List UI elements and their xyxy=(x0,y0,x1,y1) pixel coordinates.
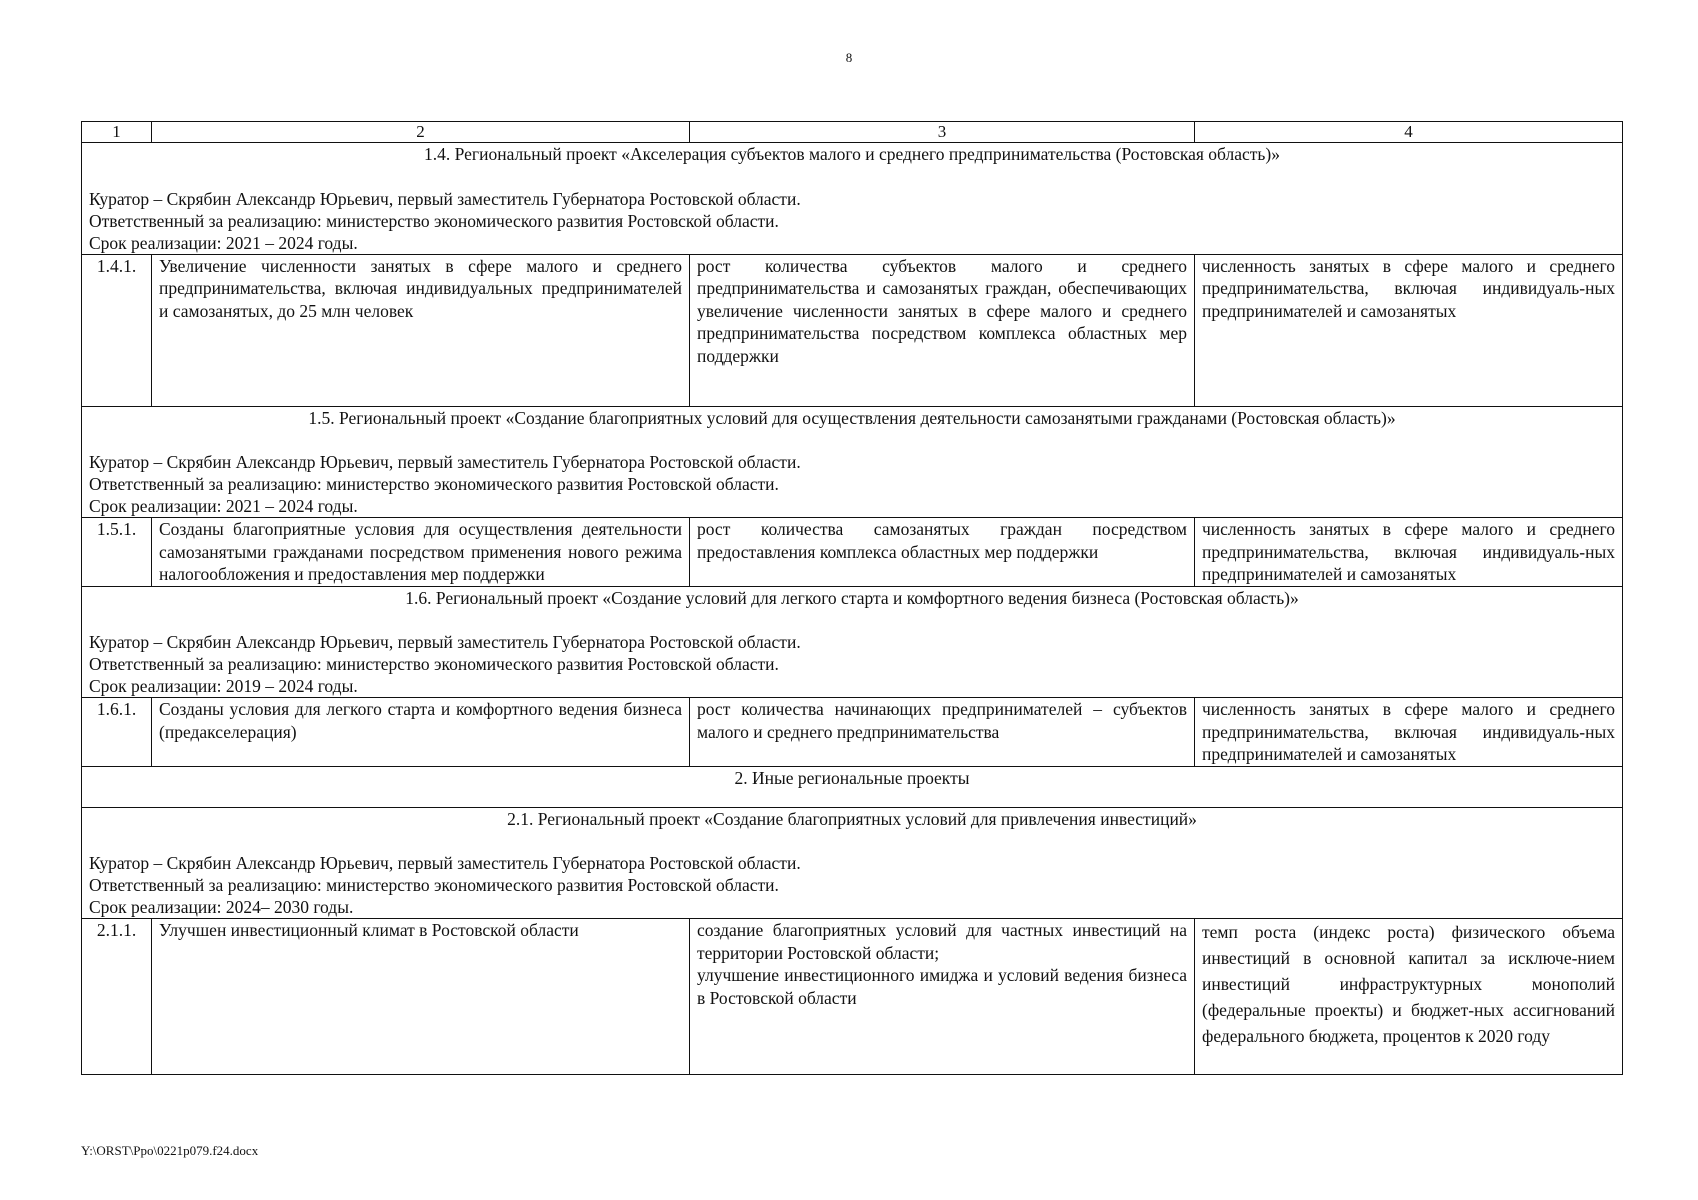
footer-file-path: Y:\ORST\Ppo\0221p079.f24.docx xyxy=(81,1143,259,1158)
section-header-2-1 xyxy=(82,807,1623,919)
section-title: 2.1. Региональный проект «Создание благоприятных условий для привлечения инвестиций» xyxy=(507,808,1197,829)
section-curator: Куратор – Скрябин Александр Юрьевич, первый заместитель Губернатора Ростовской области. xyxy=(89,188,801,209)
row-effect-line-2: улучшение инвестиционного имиджа и условий ведения бизнеса в Ростовской области xyxy=(697,965,1187,1008)
row-task: Улучшен инвестиционный климат в Ростовской области xyxy=(152,919,690,1075)
section-responsible: Ответственный за реализацию: министерство экономического развития Ростовской области. xyxy=(89,654,779,674)
table-row xyxy=(82,518,1623,587)
table-row xyxy=(82,919,1623,1075)
row-effect xyxy=(690,919,1195,1075)
section-curator: Куратор – Скрябин Александр Юрьевич, первый заместитель Губернатора Ростовской области. xyxy=(89,452,801,472)
row-indicator: численность занятых в сфере малого и среднего предпринимательства, включая индивидуаль-ных предпринимателей и самозанятых xyxy=(1195,518,1623,587)
section-responsible: Ответственный за реализацию: министерство экономического развития Ростовской области. xyxy=(89,474,779,494)
section-period: Срок реализации: 2021 – 2024 годы. xyxy=(89,496,358,516)
section-header-1-5 xyxy=(82,406,1623,518)
section-period: Срок реализации: 2019 – 2024 годы. xyxy=(89,676,358,696)
row-number: 1.6.1. xyxy=(82,698,152,767)
row-number: 1.5.1. xyxy=(82,518,152,587)
section-curator: Куратор – Скрябин Александр Юрьевич, первый заместитель Губернатора Ростовской области. xyxy=(89,632,801,652)
row-indicator: темп роста (индекс роста) физического объема инвестиций в основной капитал за исключе-нием инвестиций инфраструктурных монополий (федеральные проекты) и бюджет-ных ассигнований федерального бюджета, процентов к 2020 году xyxy=(1195,919,1623,1075)
row-task: Увеличение численности занятых в сфере малого и среднего предпринимательства, включая индивидуальных предпринимателей и самозанятых, до 25 млн человек xyxy=(152,254,690,406)
page-number: 8 xyxy=(845,50,853,65)
column-header-2: 2 xyxy=(152,122,690,143)
row-effect-line-1: создание благоприятных условий для частных инвестиций на территории Ростовской области; xyxy=(697,920,1187,963)
projects-table xyxy=(81,121,1623,1075)
section-header-1-6 xyxy=(82,586,1623,698)
section-header-1-4 xyxy=(82,143,1623,255)
section-period: Срок реализации: 2021 – 2024 годы. xyxy=(89,232,358,253)
row-task: Созданы благоприятные условия для осуществления деятельности самозанятыми гражданами посредством применения нового режима налогообложения и предоставления мер поддержки xyxy=(152,518,690,587)
section-responsible: Ответственный за реализацию: министерство экономического развития Ростовской области. xyxy=(89,210,779,231)
row-indicator: численность занятых в сфере малого и среднего предпринимательства, включая индивидуаль-ных предпринимателей и самозанятых xyxy=(1195,698,1623,767)
row-indicator: численность занятых в сфере малого и среднего предпринимательства, включая индивидуаль-ных предпринимателей и самозанятых xyxy=(1195,254,1623,406)
row-effect: рост количества самозанятых граждан посредством предоставления комплекса областных мер поддержки xyxy=(690,518,1195,587)
table-header-row xyxy=(82,122,1623,143)
table-row xyxy=(82,698,1623,767)
row-number: 1.4.1. xyxy=(82,254,152,406)
section-responsible: Ответственный за реализацию: министерство экономического развития Ростовской области. xyxy=(89,875,779,895)
group-title: 2. Иные региональные проекты xyxy=(82,766,1623,807)
section-title: 1.4. Региональный проект «Акселерация субъектов малого и среднего предпринимательства (Ростовская область)» xyxy=(424,144,1280,164)
section-title: 1.5. Региональный проект «Создание благоприятных условий для осуществления деятельности самозанятыми гражданами (Ростовская область)» xyxy=(308,407,1396,428)
row-effect: рост количества начинающих предпринимателей – субъектов малого и среднего предпринимательства xyxy=(690,698,1195,767)
column-header-1: 1 xyxy=(82,122,152,143)
group-header-row xyxy=(82,766,1623,807)
section-title: 1.6. Региональный проект «Создание условий для легкого старта и комфортного ведения бизнеса (Ростовская область)» xyxy=(405,587,1299,608)
column-header-4: 4 xyxy=(1195,122,1623,143)
column-header-3: 3 xyxy=(690,122,1195,143)
row-effect: рост количества субъектов малого и среднего предпринимательства и самозанятых граждан, обеспечивающих увеличение численности занятых в сфере малого и среднего предпринимательства посредством комплекса областных мер поддержки xyxy=(690,254,1195,406)
row-number: 2.1.1. xyxy=(82,919,152,1075)
table-row xyxy=(82,254,1623,406)
section-curator: Куратор – Скрябин Александр Юрьевич, первый заместитель Губернатора Ростовской области. xyxy=(89,853,801,873)
section-period: Срок реализации: 2024– 2030 годы. xyxy=(89,897,354,917)
row-task: Созданы условия для легкого старта и комфортного ведения бизнеса (предакселерация) xyxy=(152,698,690,767)
